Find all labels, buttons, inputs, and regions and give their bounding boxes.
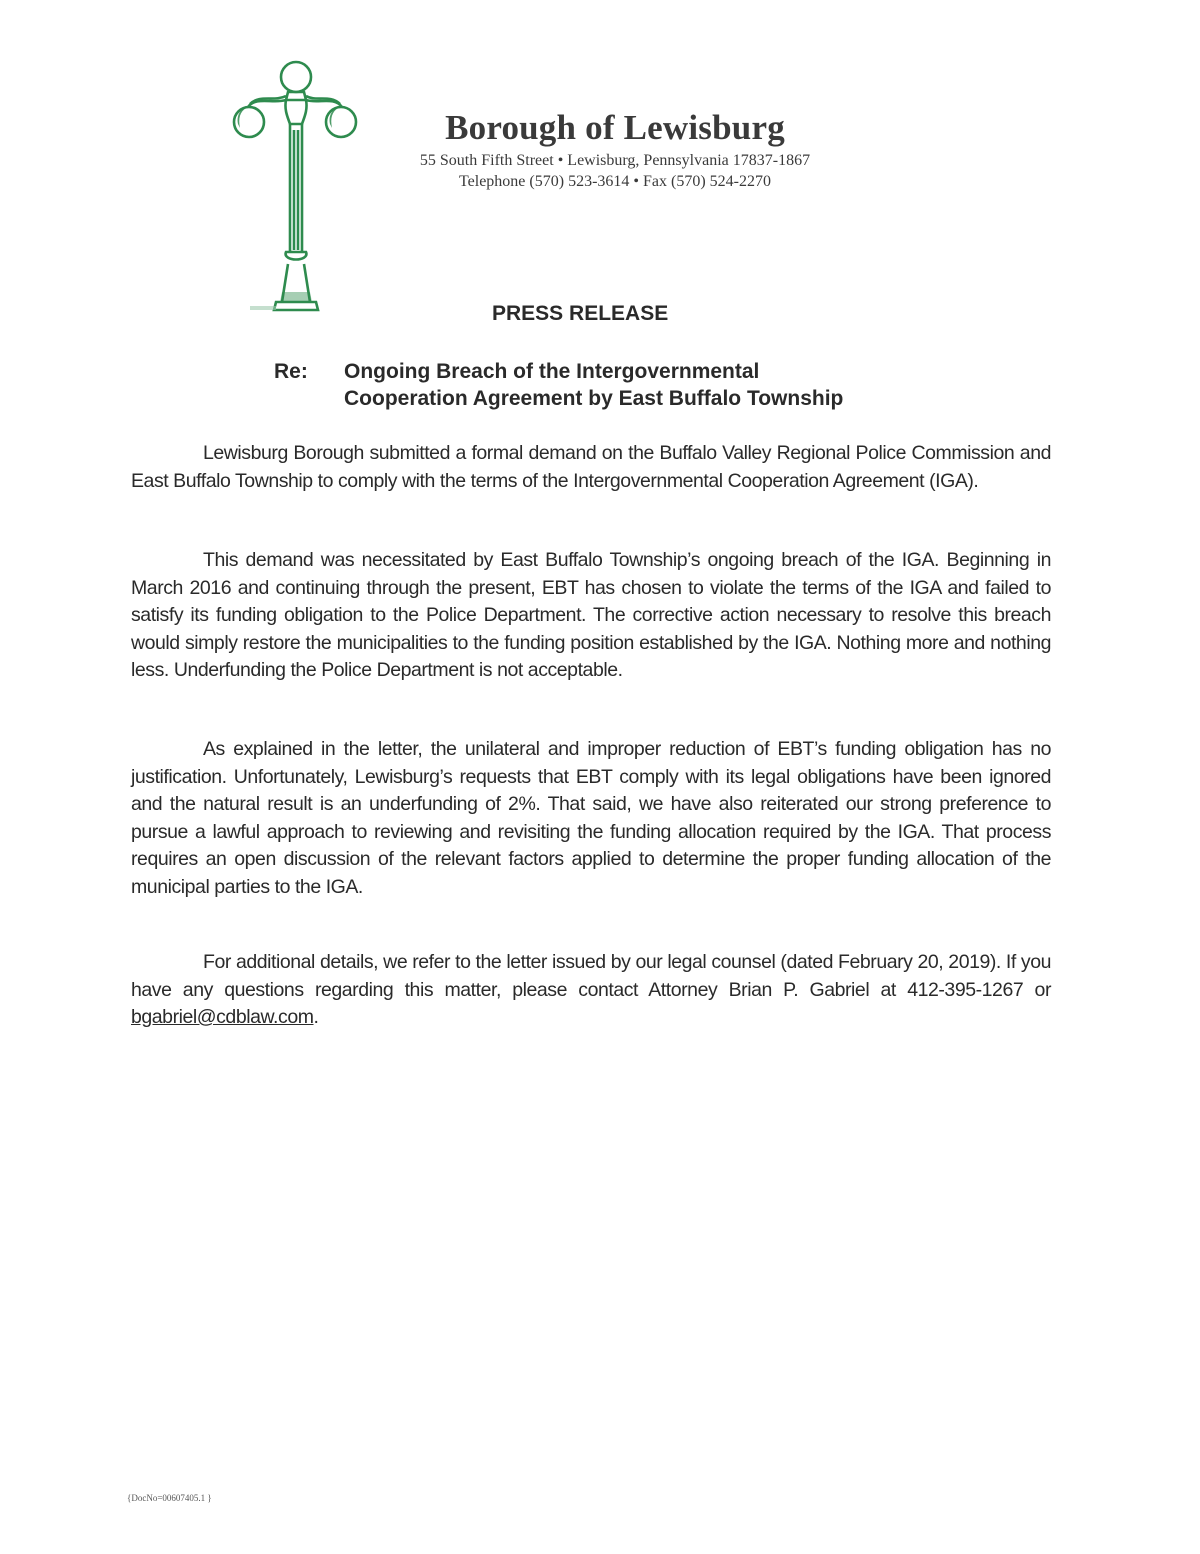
letterhead [360, 106, 870, 192]
body-paragraph-2 [131, 547, 1051, 685]
organization-address: 55 South Fifth Street • Lewisburg, Pennsylvania 17837-1867 [419, 152, 811, 169]
email-link[interactable]: bgabriel@cdblaw.com [131, 1006, 314, 1028]
paragraph-text: This demand was necessitated by East Buffalo Township’s ongoing breach of the IGA. Beginning in March 2016 and continuing through the present, EBT has chosen to violate the terms of the IGA and failed to satisfy its funding obligation to the Police Department. The corrective action necessary to resolve this breach would simply restore the municipalities to the funding position established by the IGA. Nothing more and nothing less. Underfunding the Police Department is not acceptable. [131, 549, 1051, 681]
paragraph-text: Lewisburg Borough submitted a formal demand on the Buffalo Valley Regional Police Commission and East Buffalo Township to comply with the terms of the Intergovernmental Cooperation Agreement (IGA). [131, 442, 1051, 492]
closing-text-wrapper [131, 949, 1051, 1032]
body-paragraph-3 [131, 736, 1051, 901]
organization-contact: Telephone (570) 523-3614 • Fax (570) 524-2270 [459, 173, 771, 190]
closing-paragraph [131, 949, 1051, 1032]
closing-end: . [313, 1006, 319, 1028]
lamp-post-icon [228, 52, 358, 320]
subject-label: Re: [274, 360, 308, 383]
subject-line-2: Cooperation Agreement by East Buffalo Township [344, 387, 844, 410]
organization-name: Borough of Lewisburg [445, 108, 785, 147]
closing-text: For additional details, we refer to the letter issued by our legal counsel (dated February 20, 2019). If you have any questions regarding this matter, please contact Attorney Brian P. Gabriel at 412-395-1267 or [131, 951, 1051, 1001]
subject-line-1: Ongoing Breach of the Intergovernmental [344, 360, 760, 383]
paragraph-text: As explained in the letter, the unilateral and improper reduction of EBT’s funding obligation has no justification. Unfortunately, Lewisburg’s requests that EBT comply with its legal obligations have been ignored and the natural result is an underfunding of 2%. That said, we have also reiterated our strong preference to pursue a lawful approach to reviewing and revisiting the funding allocation required by the IGA. That process requires an open discussion of the relevant factors applied to determine the proper funding allocation of the municipal parties to the IGA. [131, 738, 1051, 898]
subject-text [344, 358, 944, 412]
press-release-title: PRESS RELEASE [492, 302, 669, 325]
body-paragraph-1 [131, 440, 1051, 495]
doc-number: {DocNo=00607405.1 } [127, 1493, 212, 1503]
